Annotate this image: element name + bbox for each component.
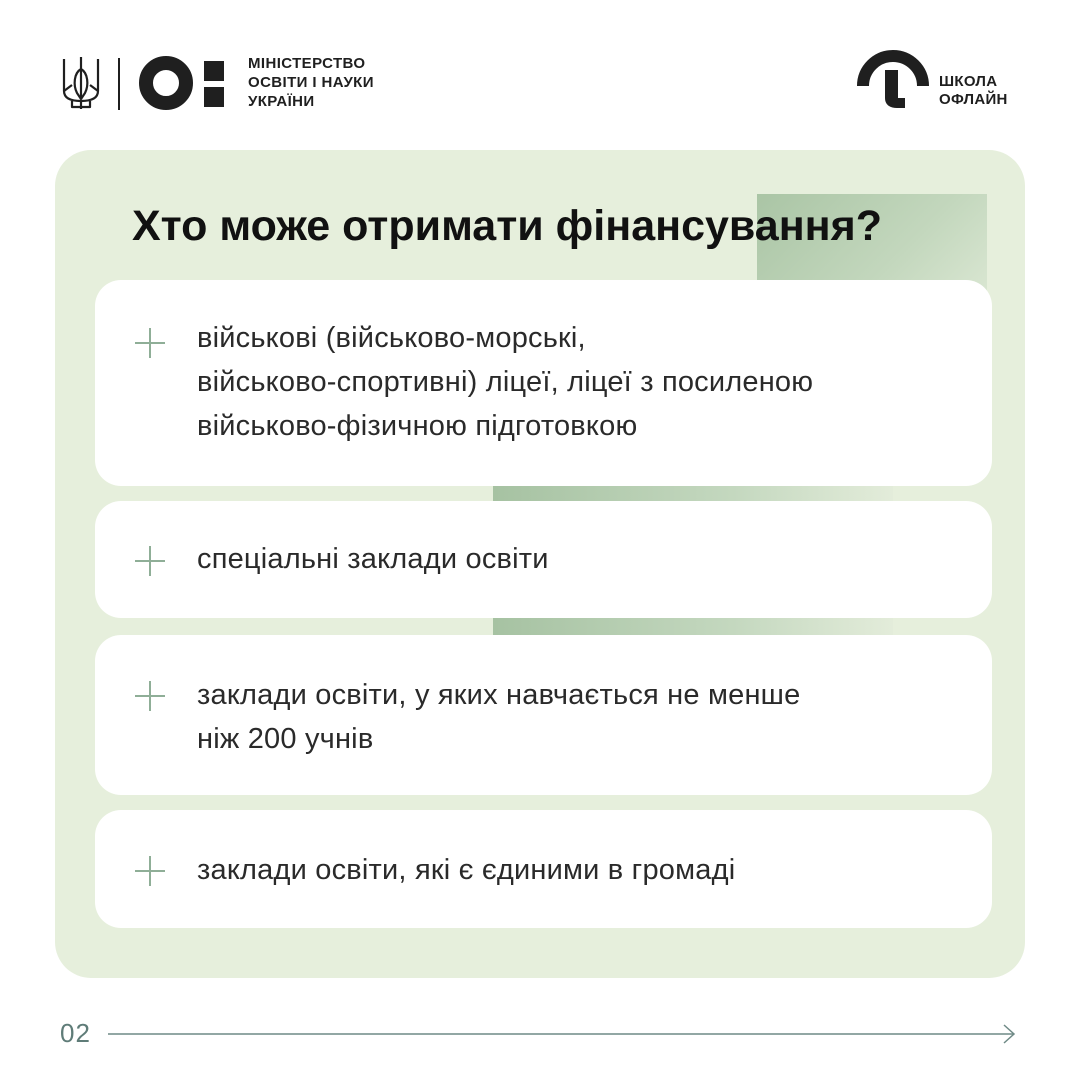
arrow-right-icon[interactable] bbox=[108, 1022, 1020, 1046]
text-line: військово-фізичною підготовкою bbox=[197, 410, 638, 442]
plus-icon bbox=[135, 856, 165, 886]
school-offline-logo-icon bbox=[857, 50, 929, 108]
text-line: військово-спортивні) ліцеї, ліцеї з посиленою bbox=[197, 366, 814, 398]
ministry-name bbox=[248, 54, 374, 111]
list-item-text bbox=[197, 537, 957, 581]
content-panel bbox=[55, 150, 1025, 978]
list-item-text bbox=[197, 673, 957, 761]
list-item-text bbox=[197, 848, 957, 892]
text-line: ніж 200 учнів bbox=[197, 723, 374, 755]
mon-logo-icon bbox=[138, 55, 236, 111]
text-line: спеціальні заклади освіти bbox=[197, 543, 549, 575]
school-line: ШКОЛА bbox=[939, 73, 998, 90]
ministry-line: МІНІСТЕРСТВО bbox=[248, 55, 366, 72]
trident-icon bbox=[60, 55, 102, 111]
school-offline-name bbox=[939, 73, 1008, 109]
plus-icon bbox=[135, 546, 165, 576]
list-item bbox=[95, 501, 992, 618]
plus-icon bbox=[135, 328, 165, 358]
ministry-line: УКРАЇНИ bbox=[248, 93, 315, 110]
list-item bbox=[95, 280, 992, 486]
page-number: 02 bbox=[60, 1018, 91, 1048]
plus-icon bbox=[135, 681, 165, 711]
school-line: ОФЛАЙН bbox=[939, 91, 1008, 108]
text-line: заклади освіти, у яких навчається не менше bbox=[197, 679, 801, 711]
list-item bbox=[95, 635, 992, 795]
text-line: заклади освіти, які є єдиними в громаді bbox=[197, 854, 736, 886]
list-item bbox=[95, 810, 992, 928]
list-item-text bbox=[197, 316, 957, 448]
text-line: військові (військово-морські, bbox=[197, 322, 586, 354]
header-divider bbox=[118, 58, 120, 110]
page-title: Хто може отримати фінансування? bbox=[132, 202, 883, 250]
ministry-line: ОСВІТИ І НАУКИ bbox=[248, 74, 374, 91]
